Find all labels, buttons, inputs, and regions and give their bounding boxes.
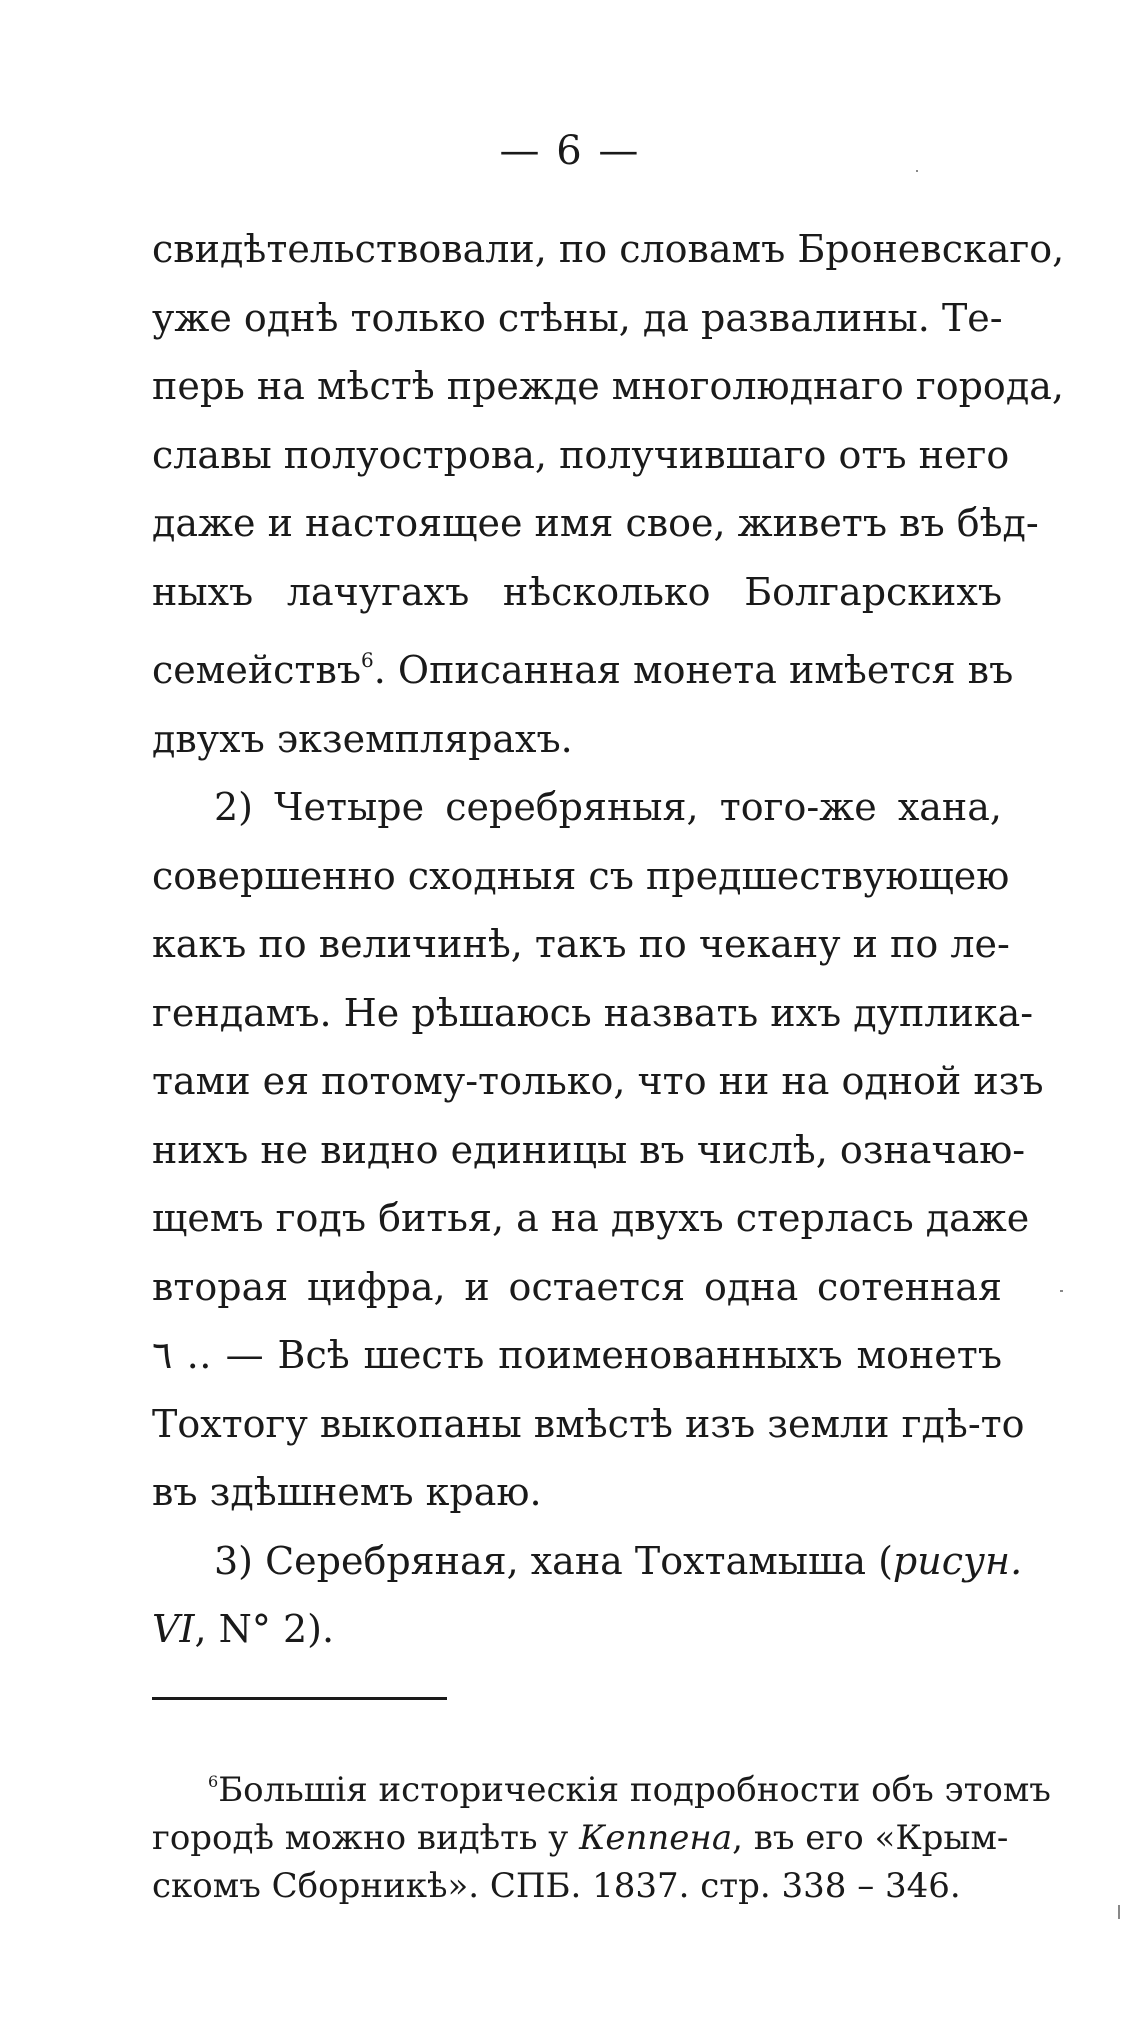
text-line: ٦ ‥ — Всѣ шесть поименованныхъ монетъ (152, 1333, 1002, 1377)
text-line: уже однѣ только стѣны, да развалины. Те- (152, 295, 1003, 340)
text-line (152, 626, 1014, 705)
italic-segment: VI (152, 1607, 195, 1651)
text-line: въ здѣшнемъ краю. (152, 1470, 542, 1514)
scan-speck (1060, 1290, 1063, 1292)
text-line: двухъ экземплярахъ. (152, 716, 573, 761)
text-line: какъ по величинѣ, такъ по чекану и по ле- (152, 922, 1010, 966)
text-line: славы полуострова, получившаго отъ него (152, 432, 1010, 477)
text-segment: 3) Серебряная, хана Тохтамыша ( (214, 1538, 893, 1583)
text-line: свидѣтельствовали, по словамъ Броневскаго, (152, 227, 1065, 271)
text-line (152, 1595, 1002, 1664)
italic-segment: Кеппена (579, 1818, 733, 1858)
text-line: нихъ не видно единицы въ числѣ, означаю- (152, 1127, 1026, 1172)
footnote-divider (152, 1697, 447, 1700)
footnote (152, 1758, 1051, 1910)
text-line: щемъ годъ битья, а на двухъ стерлась даже (152, 1196, 1030, 1240)
text-line: 2) Четыре серебряныя, того-же хана, (214, 785, 1002, 829)
text-line (152, 1527, 1023, 1596)
italic-segment: рисун. (892, 1538, 1023, 1583)
text-line: Тохтогу выкопаны вмѣстѣ изъ земли гдѣ-то (152, 1401, 1025, 1446)
footnote-mark: 6 (208, 1772, 219, 1791)
main-text (152, 215, 1065, 1664)
scan-speck (1118, 1905, 1120, 1919)
text-segment: . Описанная монета имѣется въ (373, 648, 1014, 692)
scan-speck (916, 170, 918, 172)
footnote-reference[interactable]: 6 (361, 648, 374, 672)
text-line: даже и настоящее имя свое, живетъ въ бѣд- (152, 501, 1039, 545)
page-number: — 6 — (499, 128, 641, 174)
text-line: совершенно сходныя съ предшествующею (152, 853, 1010, 898)
text-segment: , въ его «Крым- (732, 1818, 1009, 1858)
text-line: перь на мѣстѣ прежде многолюднаго города, (152, 364, 1064, 408)
text-line: гендамъ. Не рѣшаюсь назвать ихъ дуплика- (152, 990, 1034, 1035)
footnote-line (152, 1758, 1051, 1814)
footnote-line: скомъ Сборникѣ». СПБ. 1837. стр. 338 – 346. (152, 1866, 961, 1906)
text-segment: , N° 2). (194, 1607, 335, 1651)
text-line: тами ея потому-только, что ни на одной изъ (152, 1059, 1044, 1103)
text-line: ныхъ лачугахъ нѣсколько Болгарскихъ (152, 569, 1002, 614)
text-segment: Большія историческія подробности объ этомъ (218, 1770, 1051, 1810)
text-line: вторая цифра, и остается одна сотенная (152, 1264, 1002, 1309)
text-segment: семействъ (152, 648, 362, 692)
footnote-line (152, 1814, 1009, 1862)
text-segment: городѣ можно видѣть у (152, 1818, 580, 1858)
